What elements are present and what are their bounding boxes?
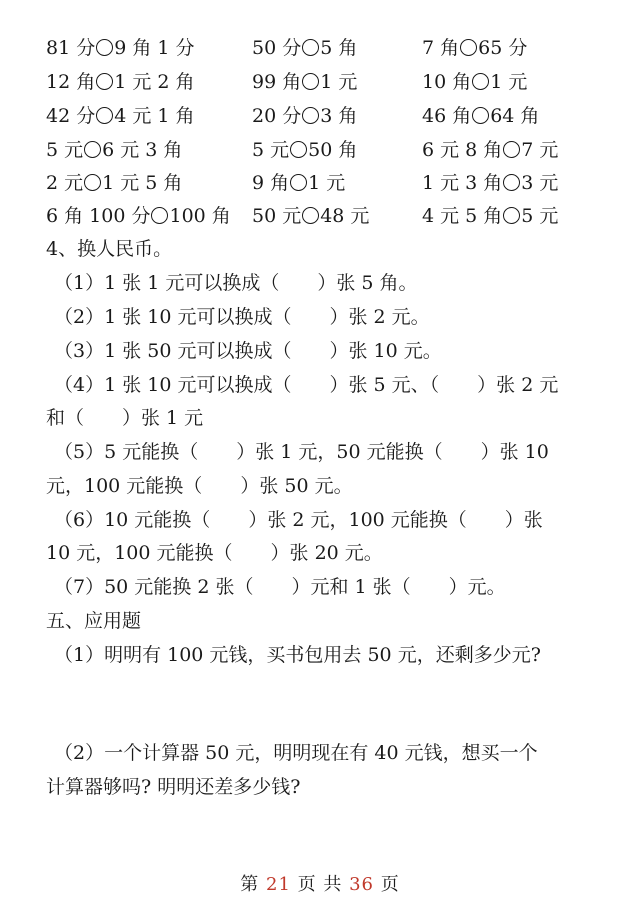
compare-item: 99 角 1 元 <box>252 71 358 93</box>
word-problem-1: （1）明明有 100 元钱，买书包用去 50 元，还剩多少元? <box>54 644 541 666</box>
compare-item: 46 角 64 角 <box>422 105 540 127</box>
compare-item: 5 元 6 元 3 角 <box>46 139 183 161</box>
compare-item: 9 角 1 元 <box>252 172 346 194</box>
exchange-question-6-cont: 10 元，100 元能换（ ）张 20 元。 <box>46 542 383 564</box>
page-number: 第 21 页 共 36 页 <box>240 874 400 895</box>
compare-item: 50 分 5 角 <box>252 37 358 59</box>
compare-row <box>46 135 626 165</box>
exchange-question-7: （7）50 元能换 2 张（ ）元和 1 张（ ）元。 <box>54 576 506 598</box>
compare-row <box>46 168 626 198</box>
compare-item: 20 分 3 角 <box>252 105 358 127</box>
compare-item: 4 元 5 角 5 元 <box>422 205 559 227</box>
compare-circle[interactable] <box>302 73 319 90</box>
compare-circle[interactable] <box>151 207 168 224</box>
compare-item: 12 角 1 元 2 角 <box>46 71 195 93</box>
compare-circle[interactable] <box>96 39 113 56</box>
compare-row <box>46 201 626 231</box>
exchange-question-4: （4）1 张 10 元可以换成（ ）张 5 元、（ ）张 2 元 <box>54 374 559 396</box>
compare-item: 6 角 100 分 100 角 <box>46 205 231 227</box>
compare-item: 2 元 1 元 5 角 <box>46 172 183 194</box>
exchange-question-4-cont: 和（ ）张 1 元 <box>46 407 204 429</box>
word-problem-2: （2）一个计算器 50 元，明明现在有 40 元钱，想买一个 <box>54 742 538 764</box>
section-5-title: 五、应用题 <box>46 610 142 632</box>
exchange-question-3: （3）1 张 50 元可以换成（ ）张 10 元。 <box>54 340 442 362</box>
compare-circle[interactable] <box>302 39 319 56</box>
compare-circle[interactable] <box>460 39 477 56</box>
compare-circle[interactable] <box>302 207 319 224</box>
compare-circle[interactable] <box>472 107 489 124</box>
exchange-question-5-cont: 元，100 元能换（ ）张 50 元。 <box>46 475 353 497</box>
compare-circle[interactable] <box>302 107 319 124</box>
compare-item: 5 元 50 角 <box>252 139 358 161</box>
compare-row <box>46 67 626 97</box>
compare-circle[interactable] <box>84 174 101 191</box>
compare-circle[interactable] <box>290 141 307 158</box>
compare-item: 42 分 4 元 1 角 <box>46 105 195 127</box>
compare-circle[interactable] <box>472 73 489 90</box>
compare-item: 81 分 9 角 1 分 <box>46 37 195 59</box>
compare-item: 10 角 1 元 <box>422 71 528 93</box>
total-page-number: 36 <box>349 874 374 895</box>
compare-circle[interactable] <box>96 73 113 90</box>
compare-circle[interactable] <box>503 207 520 224</box>
compare-circle[interactable] <box>290 174 307 191</box>
compare-item: 1 元 3 角 3 元 <box>422 172 559 194</box>
compare-item: 7 角 65 分 <box>422 37 528 59</box>
exchange-question-2: （2）1 张 10 元可以换成（ ）张 2 元。 <box>54 306 430 328</box>
compare-item: 6 元 8 角 7 元 <box>422 139 559 161</box>
compare-circle[interactable] <box>96 107 113 124</box>
compare-row <box>46 33 626 63</box>
compare-item: 50 元 48 元 <box>252 205 370 227</box>
current-page-number: 21 <box>266 874 291 895</box>
exchange-question-5: （5）5 元能换（ ）张 1 元，50 元能换（ ）张 10 <box>54 441 549 463</box>
word-problem-2-cont: 计算器够吗? 明明还差多少钱? <box>46 776 301 798</box>
compare-circle[interactable] <box>503 141 520 158</box>
compare-circle[interactable] <box>503 174 520 191</box>
exchange-question-6: （6）10 元能换（ ）张 2 元，100 元能换（ ）张 <box>54 509 543 531</box>
exchange-question-1: （1）1 张 1 元可以换成（ ）张 5 角。 <box>54 272 418 294</box>
compare-row <box>46 101 626 131</box>
compare-circle[interactable] <box>84 141 101 158</box>
section-4-title: 4、换人民币。 <box>46 238 173 260</box>
